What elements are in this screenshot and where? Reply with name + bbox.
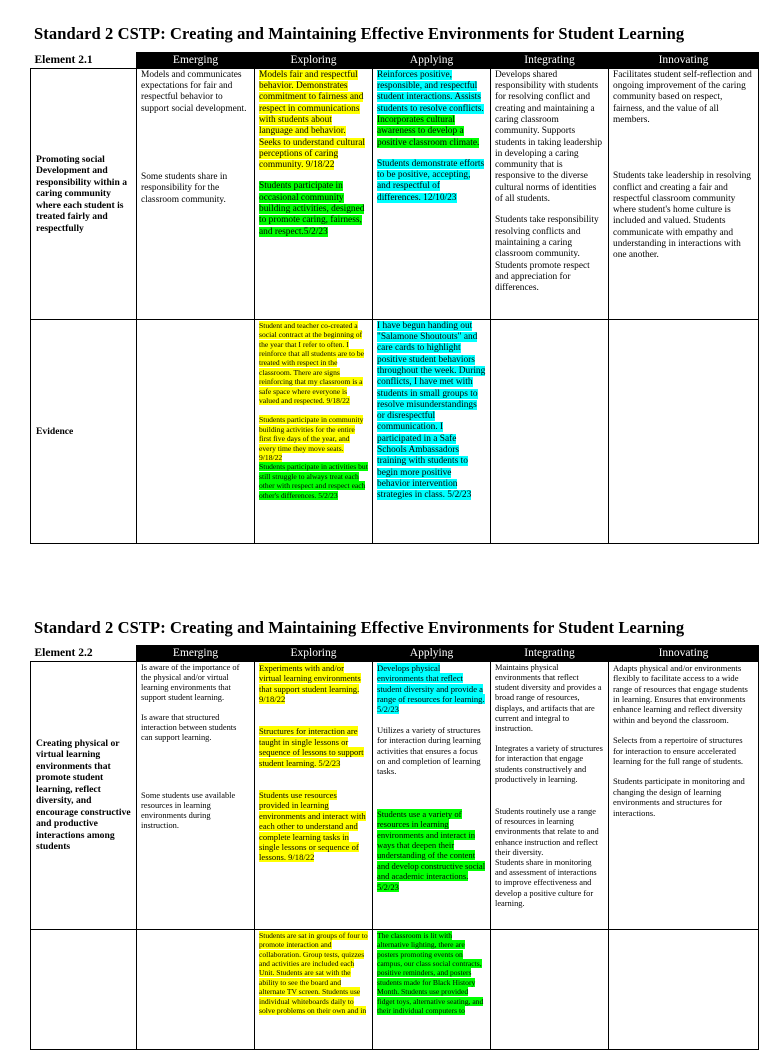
cell-text: Develops shared responsibility with students for resolving conflict and creating and maintaining a caring classroom community. Supports students in taking leadership in developing a caring community that is responsive to the diverse cultural norms of identities of all students.: [495, 69, 603, 205]
cell-applying: [373, 68, 491, 319]
header-emerging: Emerging: [137, 53, 255, 69]
row-heading: Promoting social Development and responsibility within a caring community where each student is treated fairly and respectfully: [31, 68, 137, 319]
highlight-cyan: Students demonstrate efforts to be positive, accepting, and respectful of differences. 12/10/23: [377, 158, 485, 203]
header-exploring: Exploring: [255, 646, 373, 662]
evidence-innovating: [609, 319, 759, 543]
highlight-green: Incorporates cultural awareness to develop a positive classroom climate.: [377, 114, 480, 148]
cell-text: Is aware that structured interaction between students can support learning.: [141, 712, 237, 742]
cell-text: Students routinely use a range of resources in learning environments that relate to and enhance instruction and reflect their diversity.: [495, 807, 599, 857]
highlight-yellow: Structures for interaction are taught in single lessons or sequence of lessons to support student learning. 5/2/23: [259, 726, 364, 768]
highlight-green: The classroom is lit with alternative lighting, there are posters promoting events on campus, our class social contracts, positive reminders, and posters students made for Black History Month. Students use provided fidget toys, alternative seating, and their individual computers to: [377, 930, 484, 1016]
highlight-green: Students participate in activities but still struggle to always treat each other with respect and respect each other's differences. 5/2/23: [259, 462, 368, 500]
cell-integrating: [491, 68, 609, 319]
rubric-table-2-2: [30, 645, 759, 1050]
header-innovating: Innovating: [609, 53, 759, 69]
evidence-exploring: [255, 929, 373, 1049]
evidence-emerging: [137, 929, 255, 1049]
row-heading: Creating physical or virtual learning environments that promote student learning, reflect diversity, and encourage constructive and productive interactions among students: [31, 661, 137, 929]
rubric-table-2-1: [30, 52, 759, 544]
element-label: Element 2.2: [31, 646, 137, 662]
evidence-emerging: [137, 319, 255, 543]
evidence-applying: [373, 929, 491, 1049]
evidence-label: Evidence: [31, 319, 137, 543]
evidence-applying: [373, 319, 491, 543]
highlight-yellow: Students participate in community building activities for the entire first five days of the year, and every time they move seats. 9/18/22: [259, 415, 364, 463]
cell-exploring: [255, 68, 373, 319]
cell-emerging: [137, 661, 255, 929]
cell-text: Facilitates student self-reflection and ongoing improvement of the caring community based on respect, fairness, and the value of all members.: [613, 69, 752, 125]
cell-text: Selects from a repertoire of structures for interaction to ensure accelerated learning for the full range of students.: [613, 735, 744, 767]
cell-text: Integrates a variety of structures for interaction that engage students constructively and productively in learning.: [495, 744, 603, 784]
evidence-integrating: [491, 929, 609, 1049]
cell-innovating: [609, 68, 759, 319]
header-applying: Applying: [373, 53, 491, 69]
highlight-yellow: Student and teacher co-created a social contract at the beginning of the year that I refer to often. I reinforce that all students are to be treated with respect in the classroom. There are signs reinforcing that my classroom is a safe space where everyone is valued and respected. 9/18/22: [259, 320, 365, 406]
evidence-exploring: [255, 319, 373, 543]
evidence-integrating: [491, 319, 609, 543]
cell-text: Students take responsibility resolving conflicts and maintaining a caring classroom community. Students promote respect and appreciation for differences.: [495, 215, 599, 294]
cell-text: Students share in monitoring and assessment of interactions to improve effectiveness and develop a positive culture for learning.: [495, 858, 597, 908]
highlight-yellow: Seeks to understand cultural perceptions of caring community. 9/18/22: [259, 137, 365, 171]
cell-text: Maintains physical environments that reflect student diversity and provides a broad range of resources, displays, and artifacts that are current and integral to instruction.: [495, 662, 602, 734]
page-title-2-2: Standard 2 CSTP: Creating and Maintaining Effective Environments for Student Learning: [34, 618, 685, 637]
highlight-yellow: Students use resources provided in learning environments and interact with each other to understand and complete learning tasks in single lessons or sequence of lessons. 9/18/22: [259, 790, 366, 863]
cell-text: Some students share in responsibility for the classroom community.: [141, 171, 228, 205]
element-label: Element 2.1: [31, 53, 137, 69]
highlight-green: Students participate in occasional community building activities, designed to promote caring, fairness, and respect.5/2/23: [259, 181, 365, 237]
highlight-yellow: Experiments with and/or virtual learning environments that support student learning. 9/18/22: [259, 662, 361, 705]
page-title-2-1: Standard 2 CSTP: Creating and Maintaining Effective Environments for Student Learning: [34, 24, 685, 43]
cell-text: Students take leadership in resolving conflict and creating a fair and respectful classroom community where student's home culture is included and valued. Students communicate with empathy and understanding in interactions with one another.: [613, 171, 751, 261]
evidence-innovating: [609, 929, 759, 1049]
cell-text: Is aware of the importance of the physical and/or virtual learning environments that support student learning.: [141, 662, 240, 702]
header-emerging: Emerging: [137, 646, 255, 662]
cell-integrating: [491, 661, 609, 929]
highlight-yellow: Students are sat in groups of four to promote interaction and collaboration. Group tests, quizzes and activities are included each Unit. Students are sat with the ability to see the board and alternate TV screen. Students use individual whiteboards daily to solve problems on their own and in: [259, 930, 368, 1016]
header-exploring: Exploring: [255, 53, 373, 69]
header-innovating: Innovating: [609, 646, 759, 662]
cell-text: Students participate in monitoring and changing the design of learning environments and structures for interactions.: [613, 776, 745, 818]
cell-text: Utilizes a variety of structures for interaction during learning activities that ensures a focus on and completion of learning tasks.: [377, 724, 481, 777]
evidence-label: [31, 929, 137, 1049]
cell-innovating: [609, 661, 759, 929]
cell-text: Models and communicates expectations for fair and respectful behavior to support social development.: [141, 69, 247, 114]
cell-text: Adapts physical and/or environments flexibly to facilitate access to a wide range of resources that engage students in learning. Ensures that environments enhance learning and reflect diversity within and beyond the classroom.: [613, 662, 748, 725]
header-integrating: Integrating: [491, 646, 609, 662]
header-integrating: Integrating: [491, 53, 609, 69]
cell-emerging: [137, 68, 255, 319]
highlight-yellow: Models fair and respectful behavior. Demonstrates commitment to fairness and respect in communications with students about language and behavior.: [259, 69, 364, 137]
cell-exploring: [255, 661, 373, 929]
highlight-cyan: Reinforces positive, responsible, and respectful student interactions. Assists students to resolve conflicts.: [377, 69, 484, 114]
cell-text: Some students use available resources in learning environments during instruction.: [141, 790, 236, 830]
header-applying: Applying: [373, 646, 491, 662]
highlight-cyan: I have begun handing out "Salamone Shoutouts" and care cards to highlight positive student behaviors throughout the week. During conflicts, I have met with students in small groups to resolve misunderstandings or disrespectful communication. I participated in a Safe Schools Ambassadors training with students to begin more positive behavior intervention strategies in class. 5/2/23: [377, 320, 486, 501]
highlight-cyan: Develops physical environments that reflect student diversity and provide a range of resources for learning. 5/2/23: [377, 662, 485, 715]
highlight-green: Students use a variety of resources in learning environments and interact in ways that deepen their understanding of the content and develop constructive social and academic interactions. 5/2/23: [377, 808, 486, 892]
cell-applying: [373, 661, 491, 929]
